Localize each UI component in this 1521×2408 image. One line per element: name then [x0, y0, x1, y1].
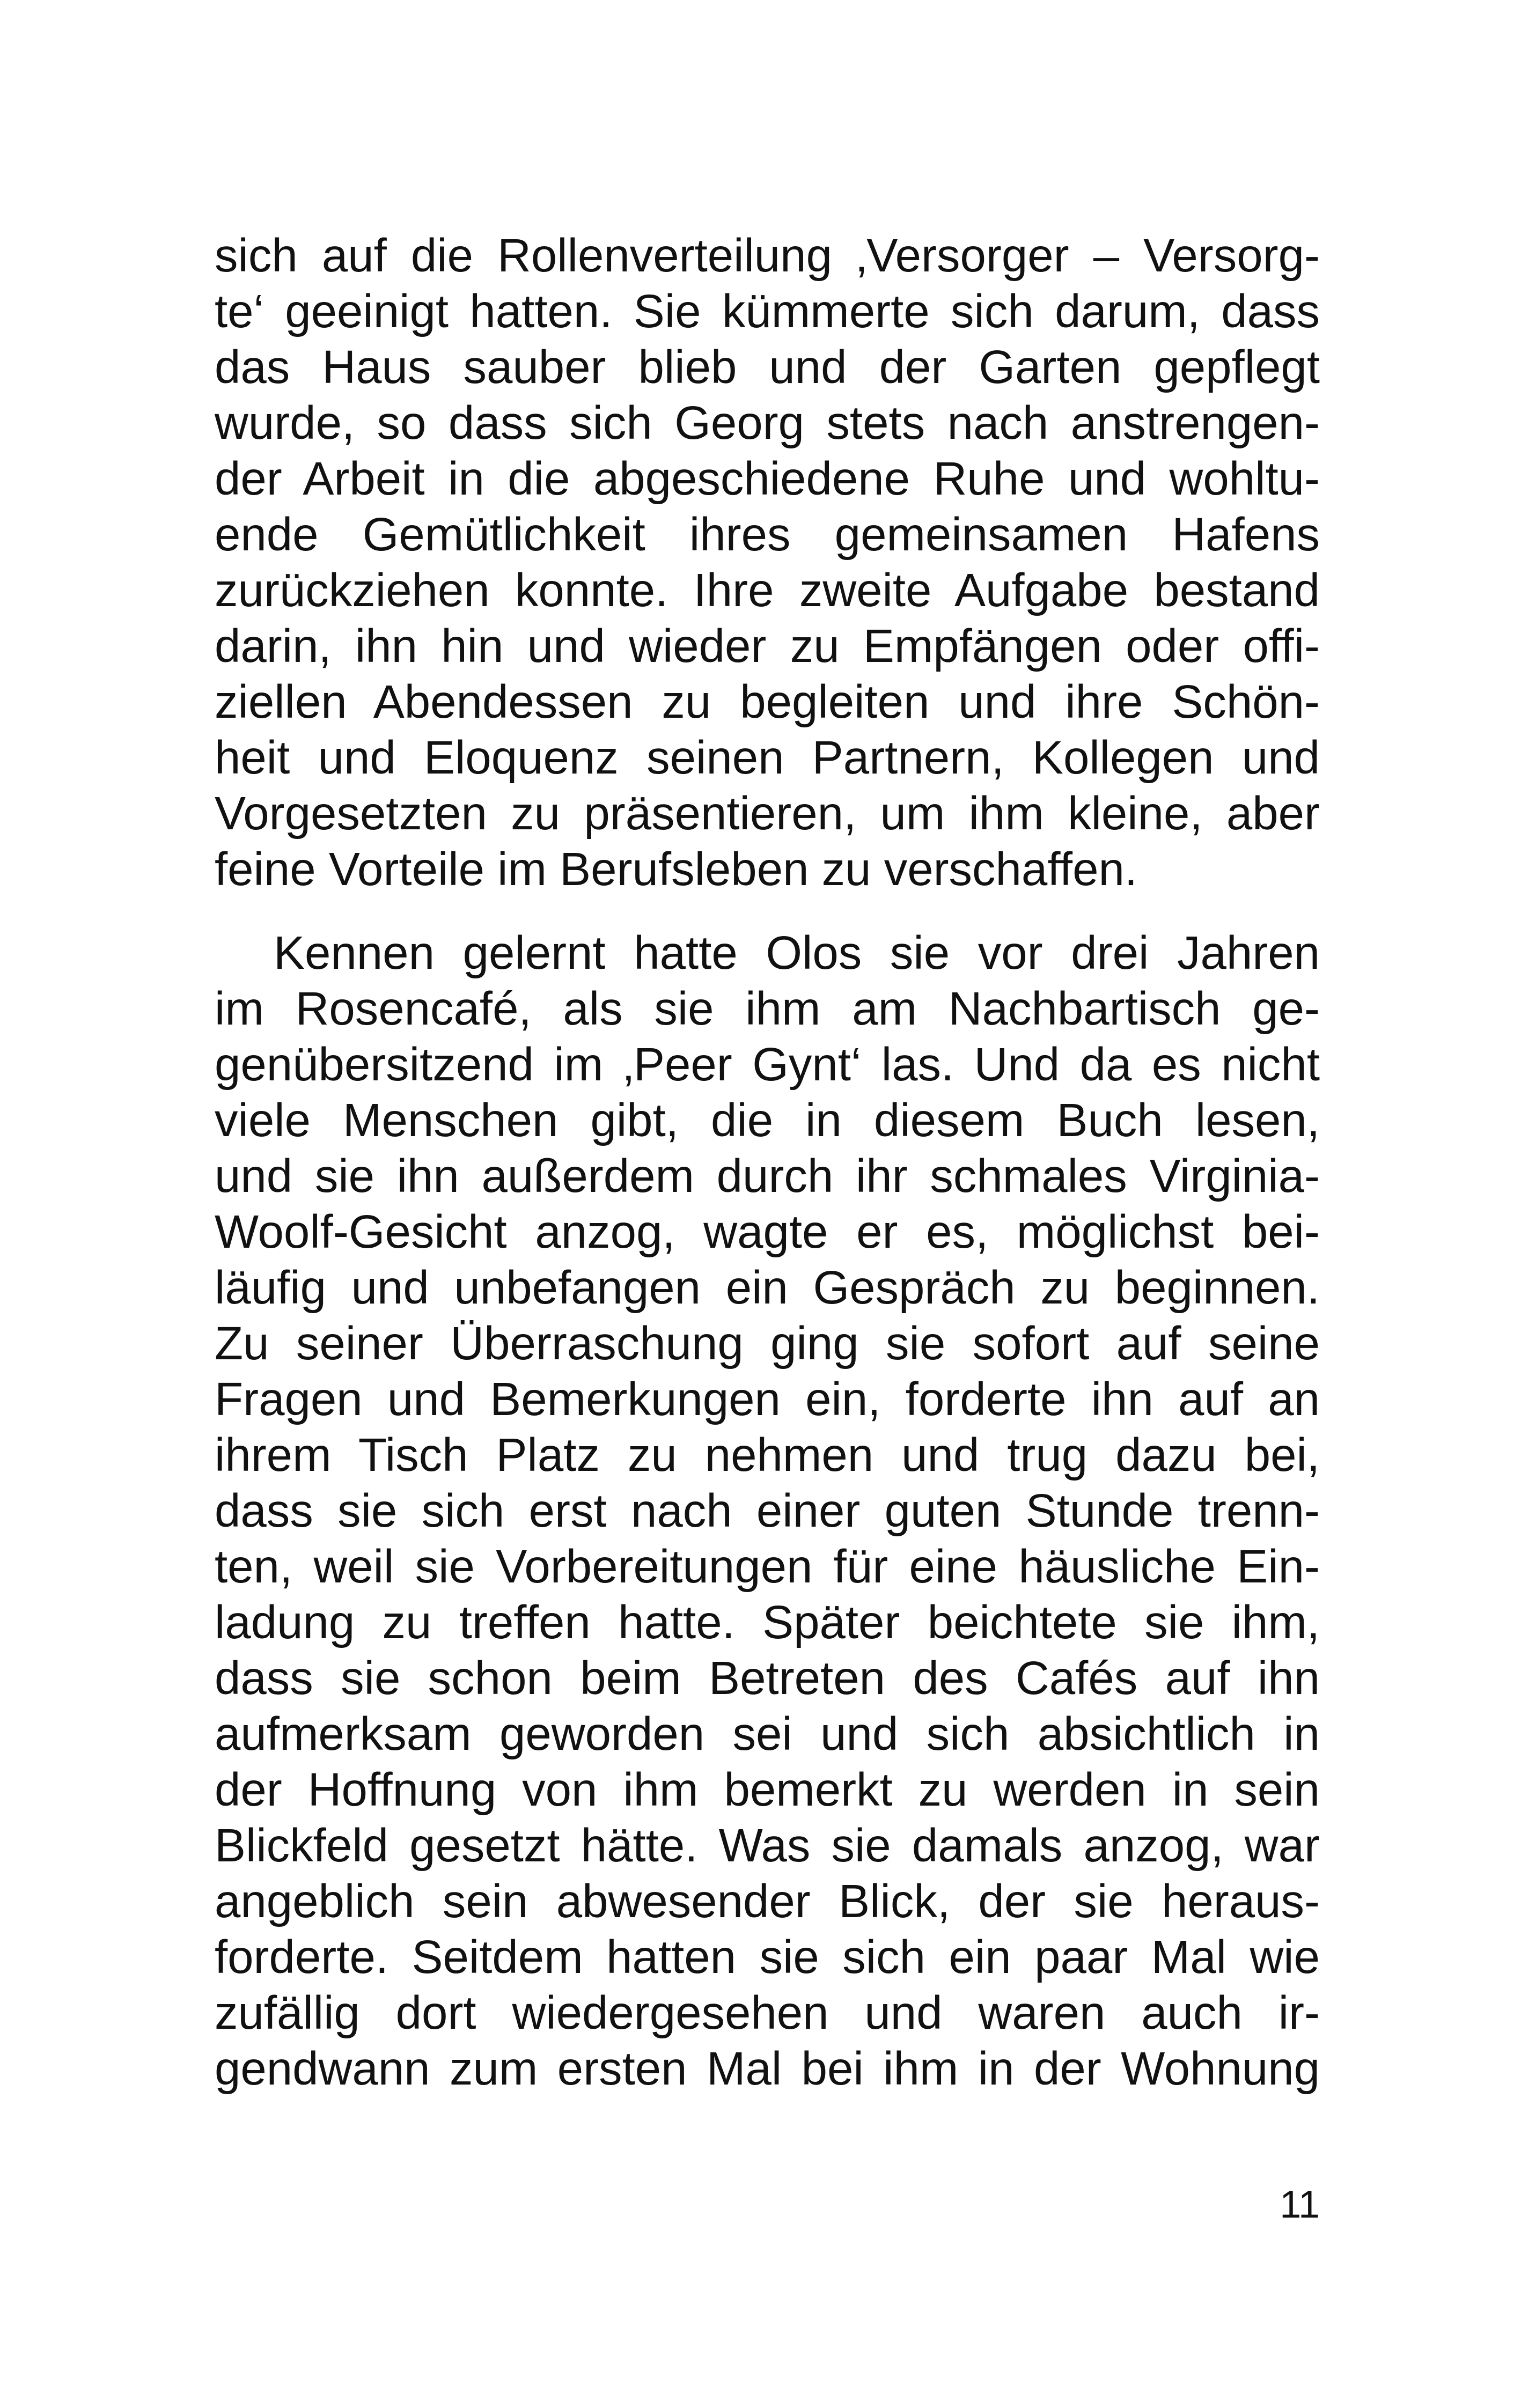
paragraph-1 [215, 228, 1320, 897]
text-line: feine Vorteile im Berufsleben zu verschaffen. [215, 843, 1138, 895]
page-number: 11 [1280, 2183, 1320, 2226]
text-line: Blickfeld gesetzt hätte. Was sie damals anzog, war [215, 1820, 1320, 1872]
text-line: der Arbeit in die abgeschiedene Ruhe und wohltu- [215, 453, 1320, 505]
text-line: forderte. Seitdem hatten sie sich ein paar Mal wie [215, 1931, 1320, 1983]
text-line: ziellen Abendessen zu begleiten und ihre Schön- [215, 676, 1320, 728]
text-line: angeblich sein abwesender Blick, der sie heraus- [215, 1875, 1320, 1927]
text-line: zufällig dort wiedergesehen und waren auch ir- [215, 1987, 1320, 2039]
text-line: ende Gemütlichkeit ihres gemeinsamen Hafens [215, 509, 1320, 561]
text-line: Kennen gelernt hatte Olos sie vor drei Jahren [274, 927, 1320, 979]
text-line: dass sie schon beim Betreten des Cafés auf ihn [215, 1652, 1320, 1704]
text-line: Fragen und Bemerkungen ein, forderte ihn auf an [215, 1373, 1320, 1425]
text-line: Vorgesetzten zu präsentieren, um ihm kleine, aber [215, 787, 1320, 840]
body-text [215, 228, 1320, 2097]
text-line: te‘ geeinigt hatten. Sie kümmerte sich darum, dass [215, 285, 1320, 337]
paragraph-gap [215, 897, 1320, 925]
text-line: ladung zu treffen hatte. Später beichtete sie ihm, [215, 1596, 1320, 1648]
text-line: darin, ihn hin und wieder zu Empfängen oder offi- [215, 620, 1320, 672]
text-line: gendwann zum ersten Mal bei ihm in der Wohnung [215, 2043, 1320, 2095]
text-line: heit und Eloquenz seinen Partnern, Kollegen und [215, 732, 1320, 784]
text-line: ten, weil sie Vorbereitungen für eine häusliche Ein- [215, 1541, 1320, 1593]
text-line: im Rosencafé, als sie ihm am Nachbartisch ge- [215, 983, 1320, 1035]
text-line: viele Menschen gibt, die in diesem Buch lesen, [215, 1094, 1320, 1146]
text-line: ihrem Tisch Platz zu nehmen und trug dazu bei, [215, 1429, 1320, 1481]
text-line: Woolf-Gesicht anzog, wagte er es, möglichst bei- [215, 1206, 1320, 1258]
text-line: zurückziehen konnte. Ihre zweite Aufgabe bestand [215, 564, 1320, 616]
text-line: Zu seiner Überraschung ging sie sofort auf seine [215, 1317, 1320, 1369]
text-line: wurde, so dass sich Georg stets nach anstrengen- [215, 397, 1320, 449]
text-line: sich auf die Rollenverteilung ‚Versorger – Versorg- [215, 230, 1320, 282]
text-line: dass sie sich erst nach einer guten Stunde trenn- [215, 1485, 1320, 1537]
text-line: und sie ihn außerdem durch ihr schmales Virginia- [215, 1150, 1320, 1202]
paragraph-2 [215, 925, 1320, 2097]
text-line: aufmerksam geworden sei und sich absichtlich in [215, 1708, 1320, 1760]
text-line: das Haus sauber blieb und der Garten gepflegt [215, 341, 1320, 393]
text-line: der Hoffnung von ihm bemerkt zu werden in sein [215, 1764, 1320, 1816]
text-line: läufig und unbefangen ein Gespräch zu beginnen. [215, 1262, 1320, 1314]
text-line: genübersitzend im ‚Peer Gynt‘ las. Und da es nicht [215, 1039, 1320, 1091]
